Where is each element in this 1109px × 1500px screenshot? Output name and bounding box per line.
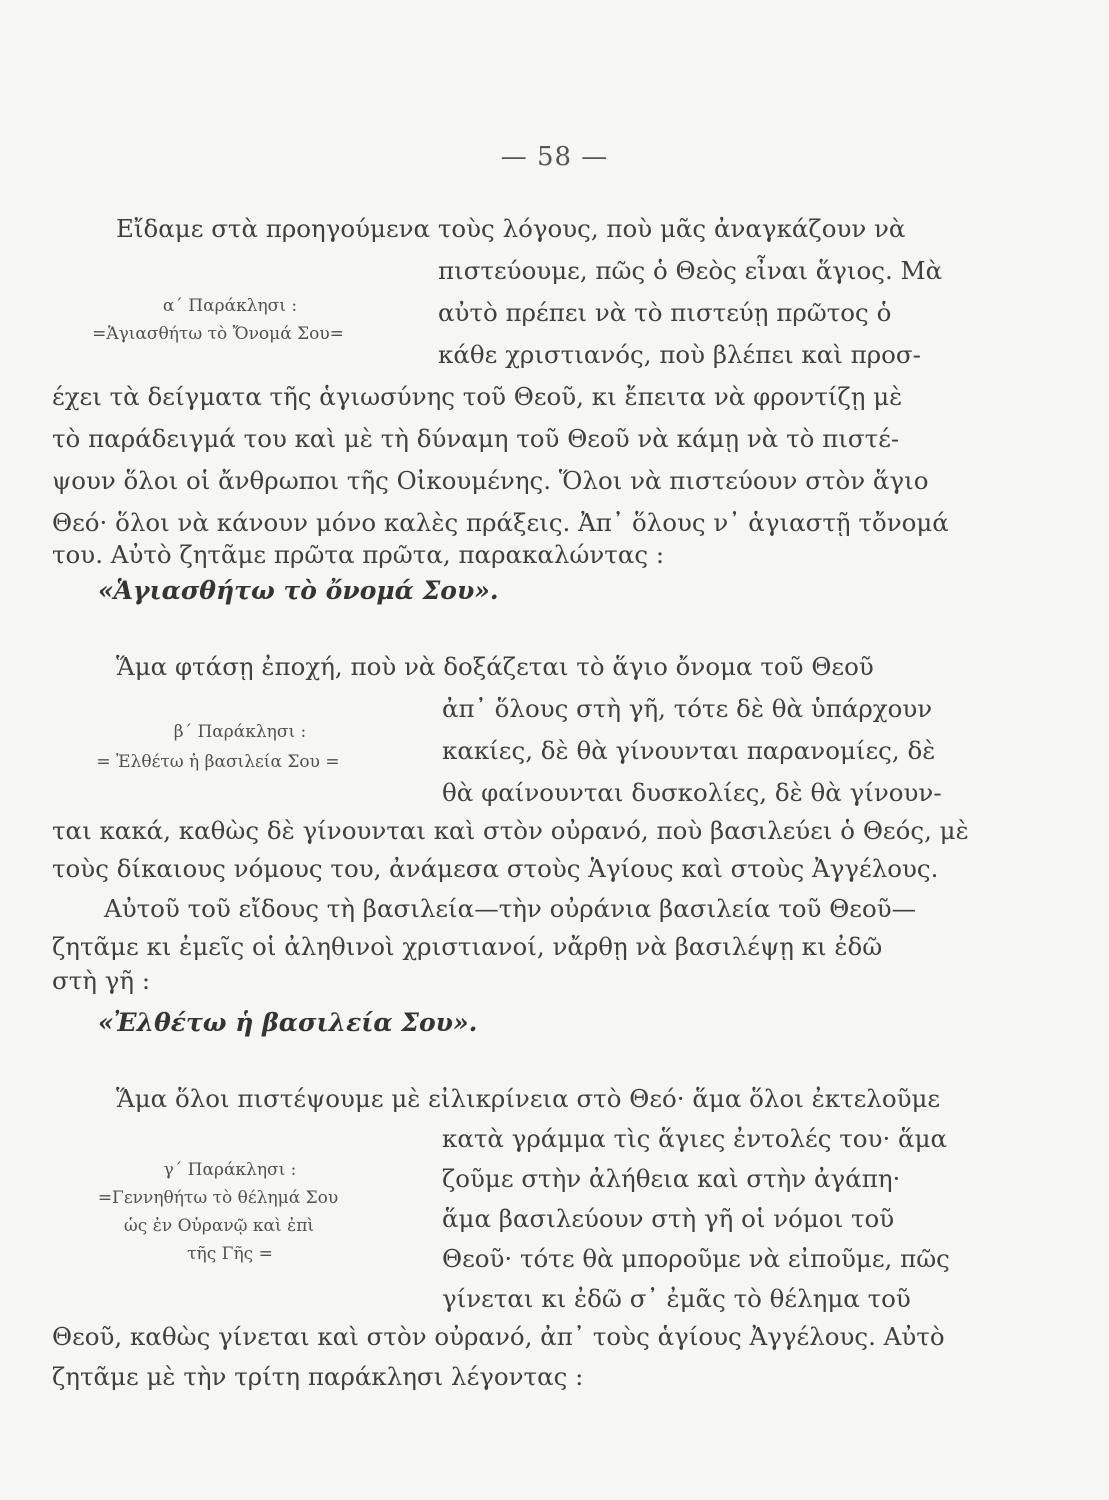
body-line: έχει τὰ δείγματα τῆς ἁγιωσύνης τοῦ Θεοῦ, κι ἔπειτα νὰ φροντίζῃ μὲ	[52, 382, 903, 411]
body-line: ἅμα βασιλεύουν στὴ γῆ οἱ νόμοι τοῦ	[442, 1204, 895, 1233]
body-line: Ἅμα φτάσῃ ἐποχή, ποὺ νὰ δοξάζεται τὸ ἅγιο ὄνομα τοῦ Θεοῦ	[116, 652, 874, 681]
margin-note-2-heading: = Ἐλθέτω ἡ βασιλεία Σου =	[96, 752, 340, 772]
body-line: ἀπ᾽ ὅλους στὴ γῆ, τότε δὲ θὰ ὑπάρχουν	[442, 694, 933, 723]
body-line: τὸ παράδειγμά του καὶ μὲ τὴ δύναμη τοῦ Θεοῦ νὰ κάμῃ νὰ τὸ πιστέ-	[52, 424, 900, 453]
body-line: Αὐτοῦ τοῦ εἴδους τὴ βασιλεία—τὴν οὐράνια βασιλεία τοῦ Θεοῦ—	[104, 894, 917, 923]
body-line: τοὺς δίκαιους νόμους του, ἀνάμεσα στοὺς Ἁγίους καὶ στοὺς Ἀγγέλους.	[52, 854, 939, 883]
body-line: ζοῦμε στὴν ἀλήθεια καὶ στὴν ἀγάπη·	[442, 1164, 901, 1193]
body-line: κάθε χριστιανός, ποὺ βλέπει καὶ προσ-	[438, 340, 921, 369]
margin-note-1-heading: =Ἁγιασθήτω τὸ Ὄνομά Σου=	[92, 324, 344, 344]
body-line: θὰ φαίνουνται δυσκολίες, δὲ θὰ γίνουν-	[442, 778, 942, 807]
body-line: Ἅμα ὅλοι πιστέψουμε μὲ εἰλικρίνεια στὸ Θεό· ἅμα ὅλοι ἐκτελοῦμε	[116, 1084, 941, 1113]
margin-note-3-title: γ΄ Παράκλησι :	[163, 1160, 297, 1180]
body-line: Εἴδαμε στὰ προηγούμενα τοὺς λόγους, ποὺ μᾶς ἀναγκάζουν νὰ	[116, 214, 906, 243]
body-line: γίνεται κι ἐδῶ σ᾽ ἐμᾶς τὸ θέλημα τοῦ	[442, 1284, 911, 1313]
page-number: — 58 —	[500, 142, 609, 172]
margin-note-1-title: α΄ Παράκλησι :	[162, 296, 298, 316]
prayer-quote-2: «Ἐλθέτω ἡ βασιλεία Σου».	[98, 1008, 478, 1037]
body-line: στὴ γῆ :	[52, 966, 151, 995]
body-line: αὐτὸ πρέπει νὰ τὸ πιστεύῃ πρῶτος ὁ	[438, 298, 892, 327]
body-line: ται κακά, καθὼς δὲ γίνουνται καὶ στὸν οὐρανό, ποὺ βασιλεύει ὁ Θεός, μὲ	[52, 816, 969, 845]
body-line: Θεοῦ· τότε θὰ μποροῦμε νὰ εἰποῦμε, πῶς	[442, 1244, 950, 1273]
body-line: Θεό· ὅλοι νὰ κάνουν μόνο καλὲς πράξεις. Ἀπ᾽ ὅλους ν᾽ ἁγιαστῇ τὄνομά	[52, 508, 949, 537]
body-line: κατὰ γράμμα τὶς ἅγιες ἐντολές του· ἅμα	[442, 1124, 948, 1153]
body-line: του. Αὐτὸ ζητᾶμε πρῶτα πρῶτα, παρακαλώντας :	[52, 540, 665, 569]
body-line: κακίες, δὲ θὰ γίνουνται παρανομίες, δὲ	[442, 736, 936, 765]
body-line: ψουν ὅλοι οἱ ἄνθρωποι τῆς Οἰκουμένης. Ὅλοι νὰ πιστεύουν στὸν ἅγιο	[52, 466, 929, 495]
margin-note-2-title: β΄ Παράκλησι :	[173, 722, 307, 742]
margin-note-3-heading: =Γεννηθήτω τὸ θέλημά Σου	[97, 1188, 339, 1208]
margin-note-3-heading: ὡς ἐν Οὐρανῷ καὶ ἐπὶ	[123, 1216, 315, 1236]
body-line: πιστεύουμε, πῶς ὁ Θεὸς εἶναι ἅγιος. Μὰ	[438, 256, 943, 285]
body-line: ζητᾶμε κι ἐμεῖς οἱ ἀληθινοὶ χριστιανοί, νἄρθῃ νὰ βασιλέψῃ κι ἐδῶ	[52, 932, 883, 961]
body-line: ζητᾶμε μὲ τὴν τρίτη παράκλησι λέγοντας :	[52, 1362, 584, 1391]
margin-note-3-heading: τῆς Γῆς =	[187, 1244, 273, 1264]
body-line: Θεοῦ, καθὼς γίνεται καὶ στὸν οὐρανό, ἀπ᾽ τοὺς ἁγίους Ἀγγέλους. Αὐτὸ	[52, 1322, 945, 1351]
prayer-quote-1: «Ἁγιασθήτω τὸ ὄνομά Σου».	[98, 576, 499, 605]
